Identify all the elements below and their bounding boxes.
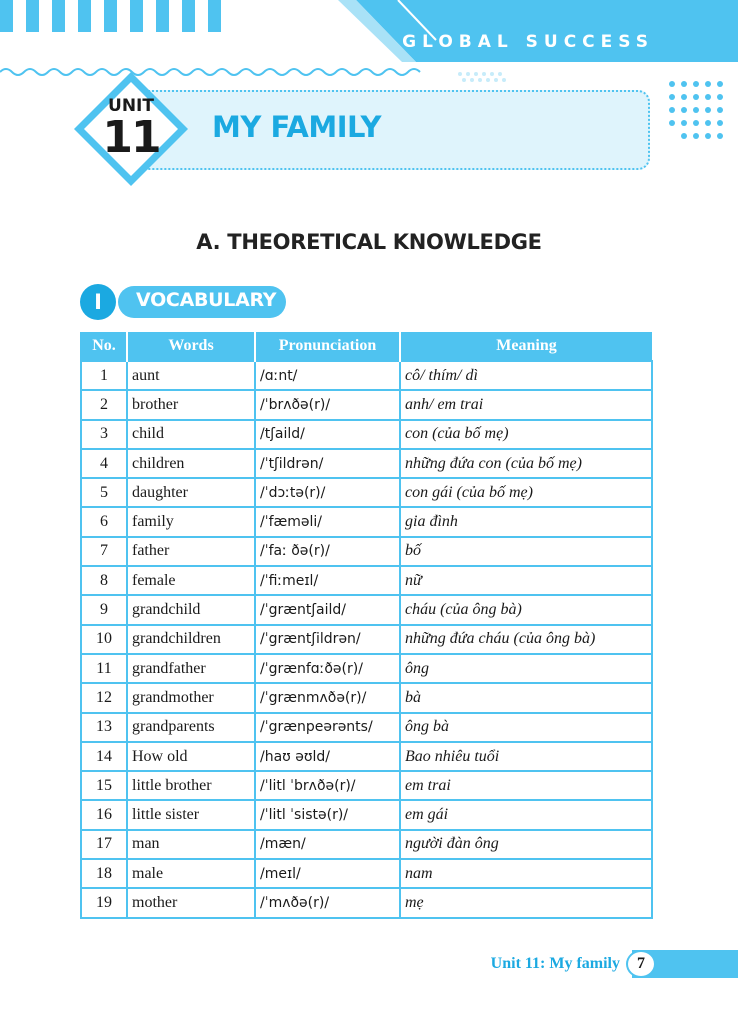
row-meaning: những đứa cháu (của ông bà) — [400, 625, 652, 654]
table-row — [81, 625, 652, 654]
row-meaning: anh/ em trai — [400, 390, 652, 419]
table-row — [81, 742, 652, 771]
row-pronunciation: /ˈbrʌðə(r)/ — [255, 390, 400, 419]
row-meaning: bố — [400, 537, 652, 566]
row-word: mother — [127, 888, 255, 917]
row-word: family — [127, 507, 255, 536]
table-row — [81, 537, 652, 566]
row-number: 5 — [81, 478, 127, 507]
row-meaning: mẹ — [400, 888, 652, 917]
row-number: 14 — [81, 742, 127, 771]
table-row — [81, 800, 652, 829]
table-row — [81, 449, 652, 478]
row-word: grandchildren — [127, 625, 255, 654]
footer-unit-label: Unit 11: My family — [490, 955, 620, 972]
row-meaning: cháu (của ông bà) — [400, 595, 652, 624]
row-number: 1 — [81, 361, 127, 390]
row-pronunciation: /ˈgrænfɑːðə(r)/ — [255, 654, 400, 683]
column-header-words: Words — [127, 332, 255, 361]
row-meaning: con gái (của bố mẹ) — [400, 478, 652, 507]
row-pronunciation: /ˈmʌðə(r)/ — [255, 888, 400, 917]
row-pronunciation: /ˈtʃildrən/ — [255, 449, 400, 478]
row-word: grandchild — [127, 595, 255, 624]
row-meaning: người đàn ông — [400, 830, 652, 859]
row-pronunciation: /ˈfæməli/ — [255, 507, 400, 536]
vocabulary-table-body — [81, 361, 652, 918]
row-number: 17 — [81, 830, 127, 859]
table-row — [81, 595, 652, 624]
row-word: male — [127, 859, 255, 888]
row-number: 12 — [81, 683, 127, 712]
row-word: female — [127, 566, 255, 595]
row-meaning: em gái — [400, 800, 652, 829]
row-number: 16 — [81, 800, 127, 829]
row-word: child — [127, 420, 255, 449]
row-number: 19 — [81, 888, 127, 917]
row-meaning: bà — [400, 683, 652, 712]
row-pronunciation: /ˈgræntʃaild/ — [255, 595, 400, 624]
row-word: little sister — [127, 800, 255, 829]
row-number: 10 — [81, 625, 127, 654]
row-meaning: ông — [400, 654, 652, 683]
row-number: 4 — [81, 449, 127, 478]
row-word: brother — [127, 390, 255, 419]
row-word: grandparents — [127, 713, 255, 742]
dot-row-decoration — [456, 70, 508, 84]
brand-band — [338, 0, 738, 62]
row-pronunciation: /ɑːnt/ — [255, 361, 400, 390]
column-header-pronunciation: Pronunciation — [255, 332, 400, 361]
row-pronunciation: /meɪl/ — [255, 859, 400, 888]
column-header-meaning: Meaning — [400, 332, 652, 361]
vocabulary-table — [80, 332, 653, 919]
row-word: children — [127, 449, 255, 478]
row-number: 8 — [81, 566, 127, 595]
table-row — [81, 507, 652, 536]
row-word: father — [127, 537, 255, 566]
row-word: little brother — [127, 771, 255, 800]
row-pronunciation: /mæn/ — [255, 830, 400, 859]
row-pronunciation: /tʃaild/ — [255, 420, 400, 449]
row-meaning: ông bà — [400, 713, 652, 742]
row-meaning: con (của bố mẹ) — [400, 420, 652, 449]
column-header-no: No. — [81, 332, 127, 361]
table-row — [81, 390, 652, 419]
row-word: daughter — [127, 478, 255, 507]
row-pronunciation: /ˈlitl ˈsistə(r)/ — [255, 800, 400, 829]
table-row — [81, 361, 652, 390]
table-row — [81, 771, 652, 800]
table-row — [81, 713, 652, 742]
table-row — [81, 830, 652, 859]
table-row — [81, 654, 652, 683]
table-row — [81, 683, 652, 712]
unit-label: UNIT — [108, 96, 154, 116]
vocabulary-label: VOCABULARY — [136, 289, 277, 311]
row-pronunciation: /ˈfaː ðə(r)/ — [255, 537, 400, 566]
row-meaning: em trai — [400, 771, 652, 800]
row-pronunciation: /ˈlitl ˈbrʌðə(r)/ — [255, 771, 400, 800]
row-pronunciation: /ˈfiːmeɪl/ — [255, 566, 400, 595]
page-number: 7 — [626, 950, 656, 978]
table-row — [81, 420, 652, 449]
unit-title: MY FAMILY — [212, 110, 381, 144]
row-word: grandmother — [127, 683, 255, 712]
row-word: grandfather — [127, 654, 255, 683]
unit-number: 11 — [102, 112, 160, 163]
row-meaning: cô/ thím/ dì — [400, 361, 652, 390]
row-meaning: những đứa con (của bố mẹ) — [400, 449, 652, 478]
row-word: How old — [127, 742, 255, 771]
row-word: man — [127, 830, 255, 859]
row-number: 15 — [81, 771, 127, 800]
row-meaning: Bao nhiêu tuổi — [400, 742, 652, 771]
row-number: 7 — [81, 537, 127, 566]
row-number: 18 — [81, 859, 127, 888]
row-number: 3 — [81, 420, 127, 449]
row-pronunciation: /ˈgrænmʌðə(r)/ — [255, 683, 400, 712]
dot-grid-decoration — [668, 80, 732, 140]
vocabulary-number-badge: I — [80, 284, 116, 320]
row-meaning: nam — [400, 859, 652, 888]
row-pronunciation: /ˈdɔːtə(r)/ — [255, 478, 400, 507]
brand-title: GLOBAL SUCCESS — [402, 32, 654, 52]
table-row — [81, 859, 652, 888]
row-pronunciation: /ˈgræntʃildrən/ — [255, 625, 400, 654]
table-row — [81, 566, 652, 595]
row-meaning: nữ — [400, 566, 652, 595]
row-number: 9 — [81, 595, 127, 624]
row-word: aunt — [127, 361, 255, 390]
row-number: 13 — [81, 713, 127, 742]
row-pronunciation: /haʊ əʊld/ — [255, 742, 400, 771]
row-meaning: gia đình — [400, 507, 652, 536]
table-row — [81, 478, 652, 507]
section-heading: A. THEORETICAL KNOWLEDGE — [196, 230, 542, 254]
row-number: 2 — [81, 390, 127, 419]
table-header-row — [81, 332, 652, 361]
top-stripes-decoration — [0, 0, 240, 32]
row-number: 11 — [81, 654, 127, 683]
table-row — [81, 888, 652, 917]
row-number: 6 — [81, 507, 127, 536]
row-pronunciation: /ˈgrænpeərənts/ — [255, 713, 400, 742]
